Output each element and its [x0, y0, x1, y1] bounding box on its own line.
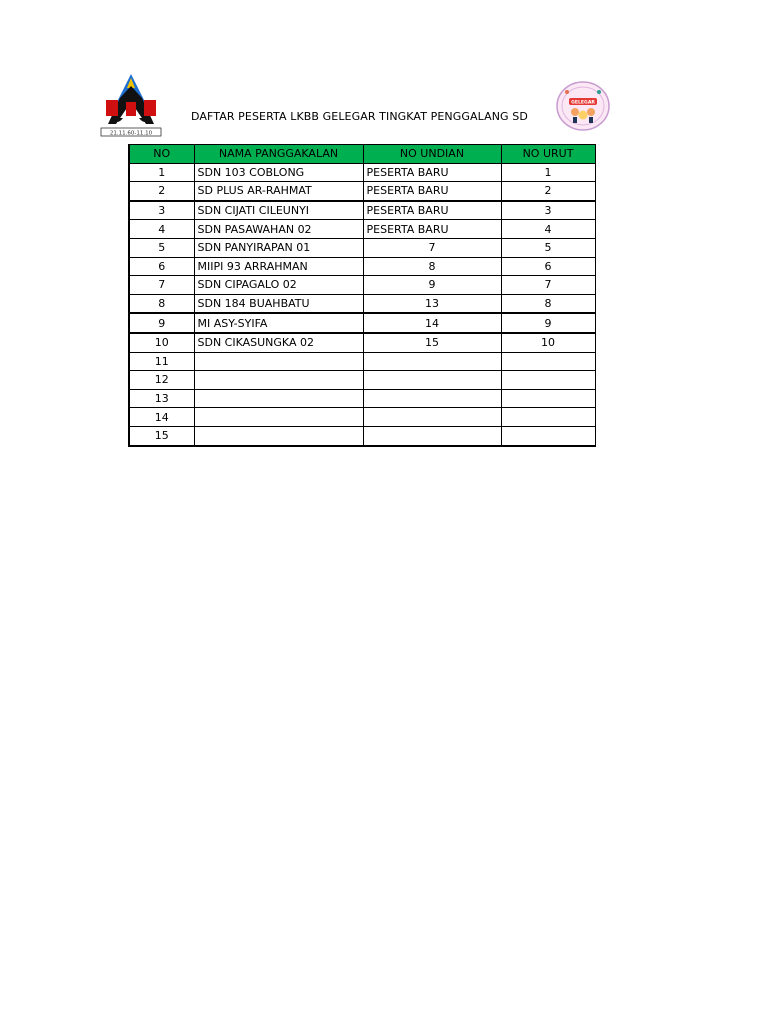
cell-urut [501, 371, 595, 390]
table-row [129, 238, 595, 257]
cell-no: 5 [129, 238, 194, 257]
cell-undian [363, 371, 501, 390]
cell-undian: PESERTA BARU [363, 201, 501, 220]
table-row [129, 163, 595, 182]
cell-no: 6 [129, 257, 194, 276]
cell-nama: SDN PANYIRAPAN 01 [194, 238, 363, 257]
cell-undian: 8 [363, 257, 501, 276]
table-row [129, 333, 595, 352]
cell-nama [194, 389, 363, 408]
cell-undian [363, 352, 501, 371]
cell-no: 4 [129, 220, 194, 239]
table-header-row [129, 145, 595, 164]
cell-undian: 9 [363, 276, 501, 295]
cell-undian: 15 [363, 333, 501, 352]
cell-no: 11 [129, 352, 194, 371]
cell-no: 7 [129, 276, 194, 295]
table-row [129, 371, 595, 390]
cell-undian: PESERTA BARU [363, 182, 501, 201]
cell-no: 1 [129, 163, 194, 182]
cell-nama [194, 426, 363, 445]
cell-nama [194, 371, 363, 390]
header-undian: NO UNDIAN [363, 145, 501, 164]
table-row [129, 220, 595, 239]
left-logo-icon [98, 72, 164, 138]
table-row [129, 389, 595, 408]
cell-urut: 6 [501, 257, 595, 276]
right-logo-icon [555, 80, 611, 132]
table-row [129, 201, 595, 220]
cell-undian: PESERTA BARU [363, 163, 501, 182]
cell-urut: 9 [501, 313, 595, 333]
cell-urut [501, 426, 595, 445]
table-row [129, 294, 595, 313]
cell-undian [363, 389, 501, 408]
right-logo-caption: GELEGAR [571, 100, 595, 106]
cell-nama [194, 408, 363, 427]
cell-urut: 2 [501, 182, 595, 201]
cell-no: 12 [129, 371, 194, 390]
cell-no: 14 [129, 408, 194, 427]
cell-nama: SDN 103 COBLONG [194, 163, 363, 182]
cell-nama: SDN PASAWAHAN 02 [194, 220, 363, 239]
cell-nama: MIIPI 93 ARRAHMAN [194, 257, 363, 276]
table-body [129, 163, 595, 445]
cell-no: 13 [129, 389, 194, 408]
cell-no: 10 [129, 333, 194, 352]
table-row [129, 352, 595, 371]
table-row [129, 182, 595, 201]
table-row [129, 257, 595, 276]
cell-undian: 14 [363, 313, 501, 333]
cell-urut: 10 [501, 333, 595, 352]
cell-nama: SDN 184 BUAHBATU [194, 294, 363, 313]
cell-urut [501, 352, 595, 371]
cell-undian: 13 [363, 294, 501, 313]
cell-urut: 8 [501, 294, 595, 313]
cell-urut [501, 408, 595, 427]
cell-undian: 7 [363, 238, 501, 257]
table-row [129, 276, 595, 295]
cell-urut: 7 [501, 276, 595, 295]
cell-nama: SDN CIPAGALO 02 [194, 276, 363, 295]
participants-table [128, 144, 596, 447]
cell-no: 8 [129, 294, 194, 313]
table-row [129, 426, 595, 445]
cell-undian [363, 408, 501, 427]
page-title: DAFTAR PESERTA LKBB GELEGAR TINGKAT PENGGALANG SD [191, 110, 528, 123]
table-row [129, 313, 595, 333]
cell-urut [501, 389, 595, 408]
cell-no: 2 [129, 182, 194, 201]
cell-nama: MI ASY-SYIFA [194, 313, 363, 333]
cell-nama: SDN CIKASUNGKA 02 [194, 333, 363, 352]
cell-no: 15 [129, 426, 194, 445]
cell-no: 3 [129, 201, 194, 220]
cell-urut: 1 [501, 163, 595, 182]
cell-urut: 5 [501, 238, 595, 257]
header-urut: NO URUT [501, 145, 595, 164]
table-row [129, 408, 595, 427]
cell-undian: PESERTA BARU [363, 220, 501, 239]
cell-urut: 3 [501, 201, 595, 220]
cell-nama: SDN CIJATI CILEUNYI [194, 201, 363, 220]
cell-undian [363, 426, 501, 445]
cell-nama [194, 352, 363, 371]
header-no: NO [129, 145, 194, 164]
cell-urut: 4 [501, 220, 595, 239]
cell-nama: SD PLUS AR-RAHMAT [194, 182, 363, 201]
left-logo-caption: 21.11.60-11.10 [109, 130, 153, 137]
header-nama: NAMA PANGGAKALAN [194, 145, 363, 164]
cell-no: 9 [129, 313, 194, 333]
